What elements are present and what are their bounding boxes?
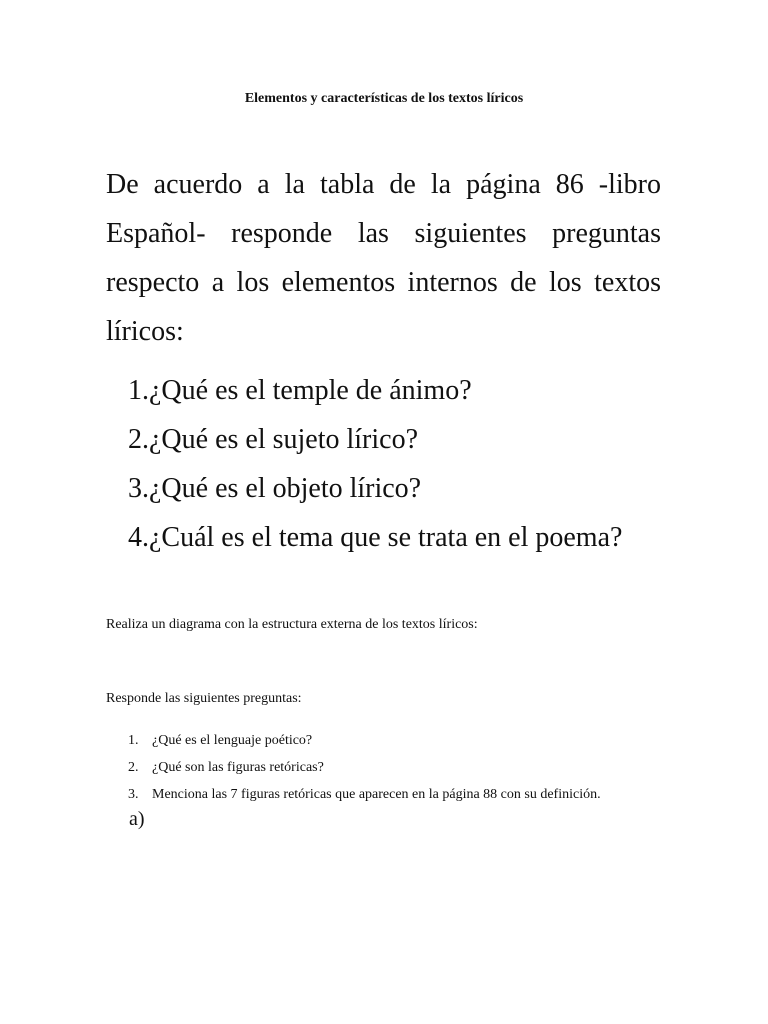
list-item	[128, 366, 688, 415]
list-number: 1.	[128, 375, 149, 406]
list-item	[128, 513, 688, 562]
document-title: Elementos y características de los textos líricos	[244, 91, 524, 106]
question-text: ¿Qué es el objeto lírico?	[149, 473, 422, 504]
list-item	[128, 464, 688, 513]
question-text: ¿Qué es el sujeto lírico?	[149, 424, 419, 455]
list-number: 3.	[128, 473, 149, 504]
questions-heading: Responde las siguientes preguntas:	[106, 691, 302, 706]
internal-elements-questions	[128, 366, 688, 562]
list-item	[128, 727, 688, 754]
question-text: ¿Qué es el lenguaje poético?	[152, 733, 313, 748]
question-text: ¿Cuál es el tema que se trata en el poema?	[149, 522, 623, 553]
intro-paragraph: De acuerdo a la tabla de la página 86 -libro Español- responde las siguientes preguntas respecto a los elementos internos de los textos líricos:	[106, 169, 661, 347]
list-item	[128, 415, 688, 464]
sub-item-label: a)	[129, 808, 145, 830]
list-number: 3.	[128, 787, 139, 802]
list-item	[128, 754, 688, 781]
list-number: 1.	[128, 733, 139, 748]
question-text: ¿Qué son las figuras retóricas?	[152, 760, 324, 775]
questions-list	[128, 727, 688, 808]
question-text: Menciona las 7 figuras retóricas que aparecen en la página 88 con su definición.	[152, 787, 601, 802]
list-number: 2.	[128, 760, 139, 775]
diagram-instruction: Realiza un diagrama con la estructura externa de los textos líricos:	[106, 617, 478, 632]
list-item	[128, 781, 688, 808]
question-text: ¿Qué es el temple de ánimo?	[149, 375, 472, 406]
list-number: 4.	[128, 522, 149, 553]
list-number: 2.	[128, 424, 149, 455]
